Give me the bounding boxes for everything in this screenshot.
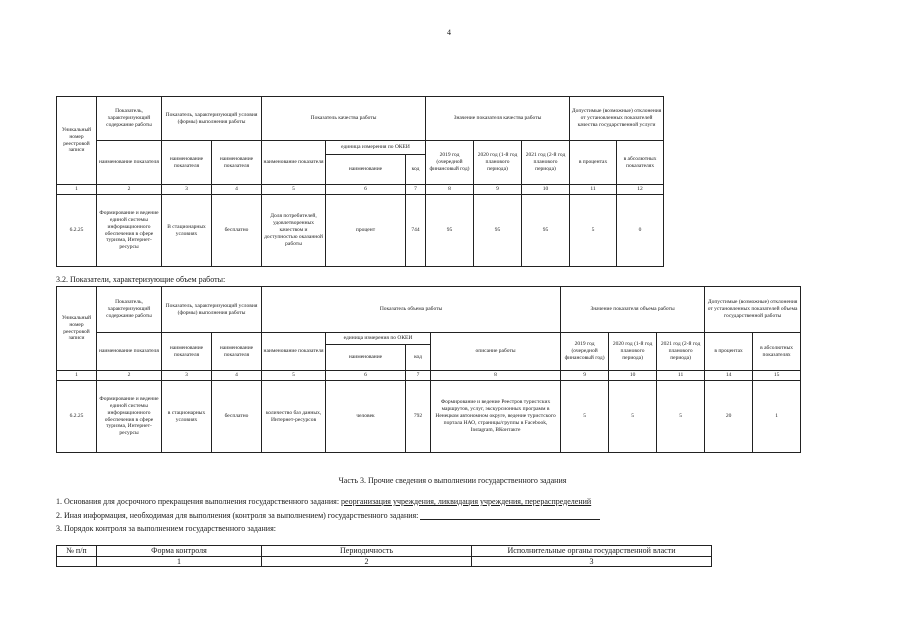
cell-absolute: 1 xyxy=(753,381,801,453)
header-unit: единица измерения по ОКЕИ xyxy=(326,333,431,345)
header-year-2020: 2020 год (1-й год планового периода) xyxy=(474,141,522,185)
column-number: 4 xyxy=(212,185,262,195)
cell-2019: 5 xyxy=(561,381,609,453)
header-name: наименование показателя xyxy=(262,141,326,185)
column-number: 6 xyxy=(326,371,406,381)
cell-content: Формирование и ведение единой системы информационного обеспечения в сфере туризма, Интернет-ресурсы xyxy=(97,195,162,267)
cell-empty xyxy=(57,556,97,567)
cell-id: 6.2.25 xyxy=(57,381,97,453)
header-control-form: Форма контроля xyxy=(97,546,262,557)
header-unique-number: Уникальный номер реестровой записи xyxy=(57,287,97,371)
header-year-2020: 2020 год (1-й год планового периода) xyxy=(609,333,657,371)
header-deviation: Допустимые (возможные) отклонения от установленных показателей качества государственной услуги xyxy=(570,97,664,141)
header-year-2019: 2019 год (очередной финансовый год) xyxy=(561,333,609,371)
cell-form: бесплатно xyxy=(212,381,262,453)
table-row xyxy=(57,195,664,267)
column-number: 2 xyxy=(97,185,162,195)
header-name: наименование показателя xyxy=(212,141,262,185)
header-authorities: Исполнительные органы государственной власти xyxy=(472,546,712,557)
header-name: наименование показателя xyxy=(97,333,162,371)
column-number: 11 xyxy=(657,371,705,381)
header-volume: Показатель объема работы xyxy=(262,287,561,333)
page-number: 4 xyxy=(447,28,451,37)
column-number: 11 xyxy=(570,185,617,195)
column-number: 8 xyxy=(426,185,474,195)
item-2 xyxy=(56,511,600,520)
header-conditions: Показатель, характеризующий условия (формы) выполнения работы xyxy=(162,97,262,141)
cell-condition: в стационарных условиях xyxy=(162,381,212,453)
column-number: 10 xyxy=(522,185,570,195)
cell-unit: процент xyxy=(326,195,406,267)
table-row xyxy=(57,381,801,453)
header-conditions: Показатель, характеризующий условия (формы) выполнения работы xyxy=(162,287,262,333)
cell-content: Формирование и ведение единой системы информационного обеспечения в сфере туризма, Интернет-ресурсы xyxy=(97,381,162,453)
item-1-value: реорганизация учреждения, ликвидация учреждения, перераспределений xyxy=(341,497,592,506)
column-number: 2 xyxy=(262,556,472,567)
header-content: Показатель, характеризующий содержание работы xyxy=(97,287,162,333)
cell-absolute: 0 xyxy=(617,195,664,267)
column-number: 7 xyxy=(406,371,431,381)
header-year-2021: 2021 год (2-й год планового периода) xyxy=(657,333,705,371)
cell-2020: 5 xyxy=(609,381,657,453)
header-name: наименование показателя xyxy=(162,141,212,185)
cell-2021: 5 xyxy=(657,381,705,453)
header-deviation: Допустимые (возможные) отклонения от установленных показателей объема государственной работы xyxy=(705,287,801,333)
item-1 xyxy=(56,497,591,506)
header-unit: единица измерения по ОКЕИ xyxy=(326,141,426,155)
column-number: 1 xyxy=(57,371,97,381)
item-1-label: 1. Основания для досрочного прекращения выполнения государственного задания: xyxy=(56,497,340,506)
column-number: 3 xyxy=(162,371,212,381)
header-unique-number: Уникальный номер реестровой записи xyxy=(57,97,97,185)
column-number: 1 xyxy=(97,556,262,567)
cell-2019: 95 xyxy=(426,195,474,267)
column-number: 5 xyxy=(262,185,326,195)
header-description: описание работы xyxy=(431,333,561,371)
cell-description: Формирование и ведение Реестров туристских маршрутов, услуг, экскурсионных программ в Ненецком автономном округе, ведение туристского портала НАО, страницы/группы в Facebook, Instagram, ВКонтакте xyxy=(431,381,561,453)
cell-2020: 95 xyxy=(474,195,522,267)
cell-percent: 20 xyxy=(705,381,753,453)
header-content: Показатель, характеризующий содержание работы xyxy=(97,97,162,141)
header-year-2021: 2021 год (2-й год планового периода) xyxy=(522,141,570,185)
cell-percent: 5 xyxy=(570,195,617,267)
header-values: Значение показателя объема работы xyxy=(561,287,705,333)
cell-code: 792 xyxy=(406,381,431,453)
section-title: 3.2. Показатели, характеризующие объем работы: xyxy=(56,275,226,284)
column-number: 7 xyxy=(406,185,426,195)
column-number: 9 xyxy=(474,185,522,195)
header-unit-name: наименование xyxy=(326,155,406,185)
column-number: 12 xyxy=(617,185,664,195)
header-code: код xyxy=(406,345,431,371)
column-number: 3 xyxy=(162,185,212,195)
cell-condition: В стационарных условиях xyxy=(162,195,212,267)
volume-indicators-table xyxy=(56,286,801,453)
column-number: 5 xyxy=(262,371,326,381)
item-2-label: 2. Иная информация, необходимая для выполнения (контроля за выполнением) государственного задания: xyxy=(56,511,419,520)
cell-code: 744 xyxy=(406,195,426,267)
column-number: 8 xyxy=(431,371,561,381)
column-number: 1 xyxy=(57,185,97,195)
header-quality: Показатель качества работы xyxy=(262,97,426,141)
column-number: 6 xyxy=(326,185,406,195)
header-number: № п/п xyxy=(57,546,97,557)
column-number: 10 xyxy=(609,371,657,381)
column-number: 9 xyxy=(561,371,609,381)
quality-indicators-table xyxy=(56,96,664,267)
cell-2021: 95 xyxy=(522,195,570,267)
column-number: 14 xyxy=(705,371,753,381)
column-number: 3 xyxy=(472,556,712,567)
header-name: наименование показателя xyxy=(262,333,326,371)
header-absolute: в абсолютных показателях xyxy=(753,333,801,371)
item-2-blank-line xyxy=(420,512,600,520)
header-name: наименование показателя xyxy=(97,141,162,185)
cell-indicator: количество баз данных, Интернет-ресурсов xyxy=(262,381,326,453)
column-number: 15 xyxy=(753,371,801,381)
header-periodicity: Периодичность xyxy=(262,546,472,557)
cell-indicator: Доля потребителей, удовлетворенных качеством и доступностью оказанной работы xyxy=(262,195,326,267)
cell-form: бесплатно xyxy=(212,195,262,267)
header-values: Значение показателя качества работы xyxy=(426,97,570,141)
column-number: 4 xyxy=(212,371,262,381)
header-unit-name: наименование xyxy=(326,345,406,371)
header-percent: в процентах xyxy=(705,333,753,371)
header-year-2019: 2019 год (очередной финансовый год) xyxy=(426,141,474,185)
header-name: наименование показателя xyxy=(162,333,212,371)
header-name: наименование показателя xyxy=(212,333,262,371)
control-table xyxy=(56,545,712,567)
cell-unit: человек xyxy=(326,381,406,453)
part-3-title: Часть 3. Прочие сведения о выполнении государственного задания xyxy=(338,476,567,485)
header-code: код xyxy=(406,155,426,185)
column-number: 2 xyxy=(97,371,162,381)
header-percent: в процентах xyxy=(570,141,617,185)
item-3-label: 3. Порядок контроля за выполнением государственного задания: xyxy=(56,524,276,533)
header-absolute: в абсолютных показателях xyxy=(617,141,664,185)
cell-id: 6.2.25 xyxy=(57,195,97,267)
